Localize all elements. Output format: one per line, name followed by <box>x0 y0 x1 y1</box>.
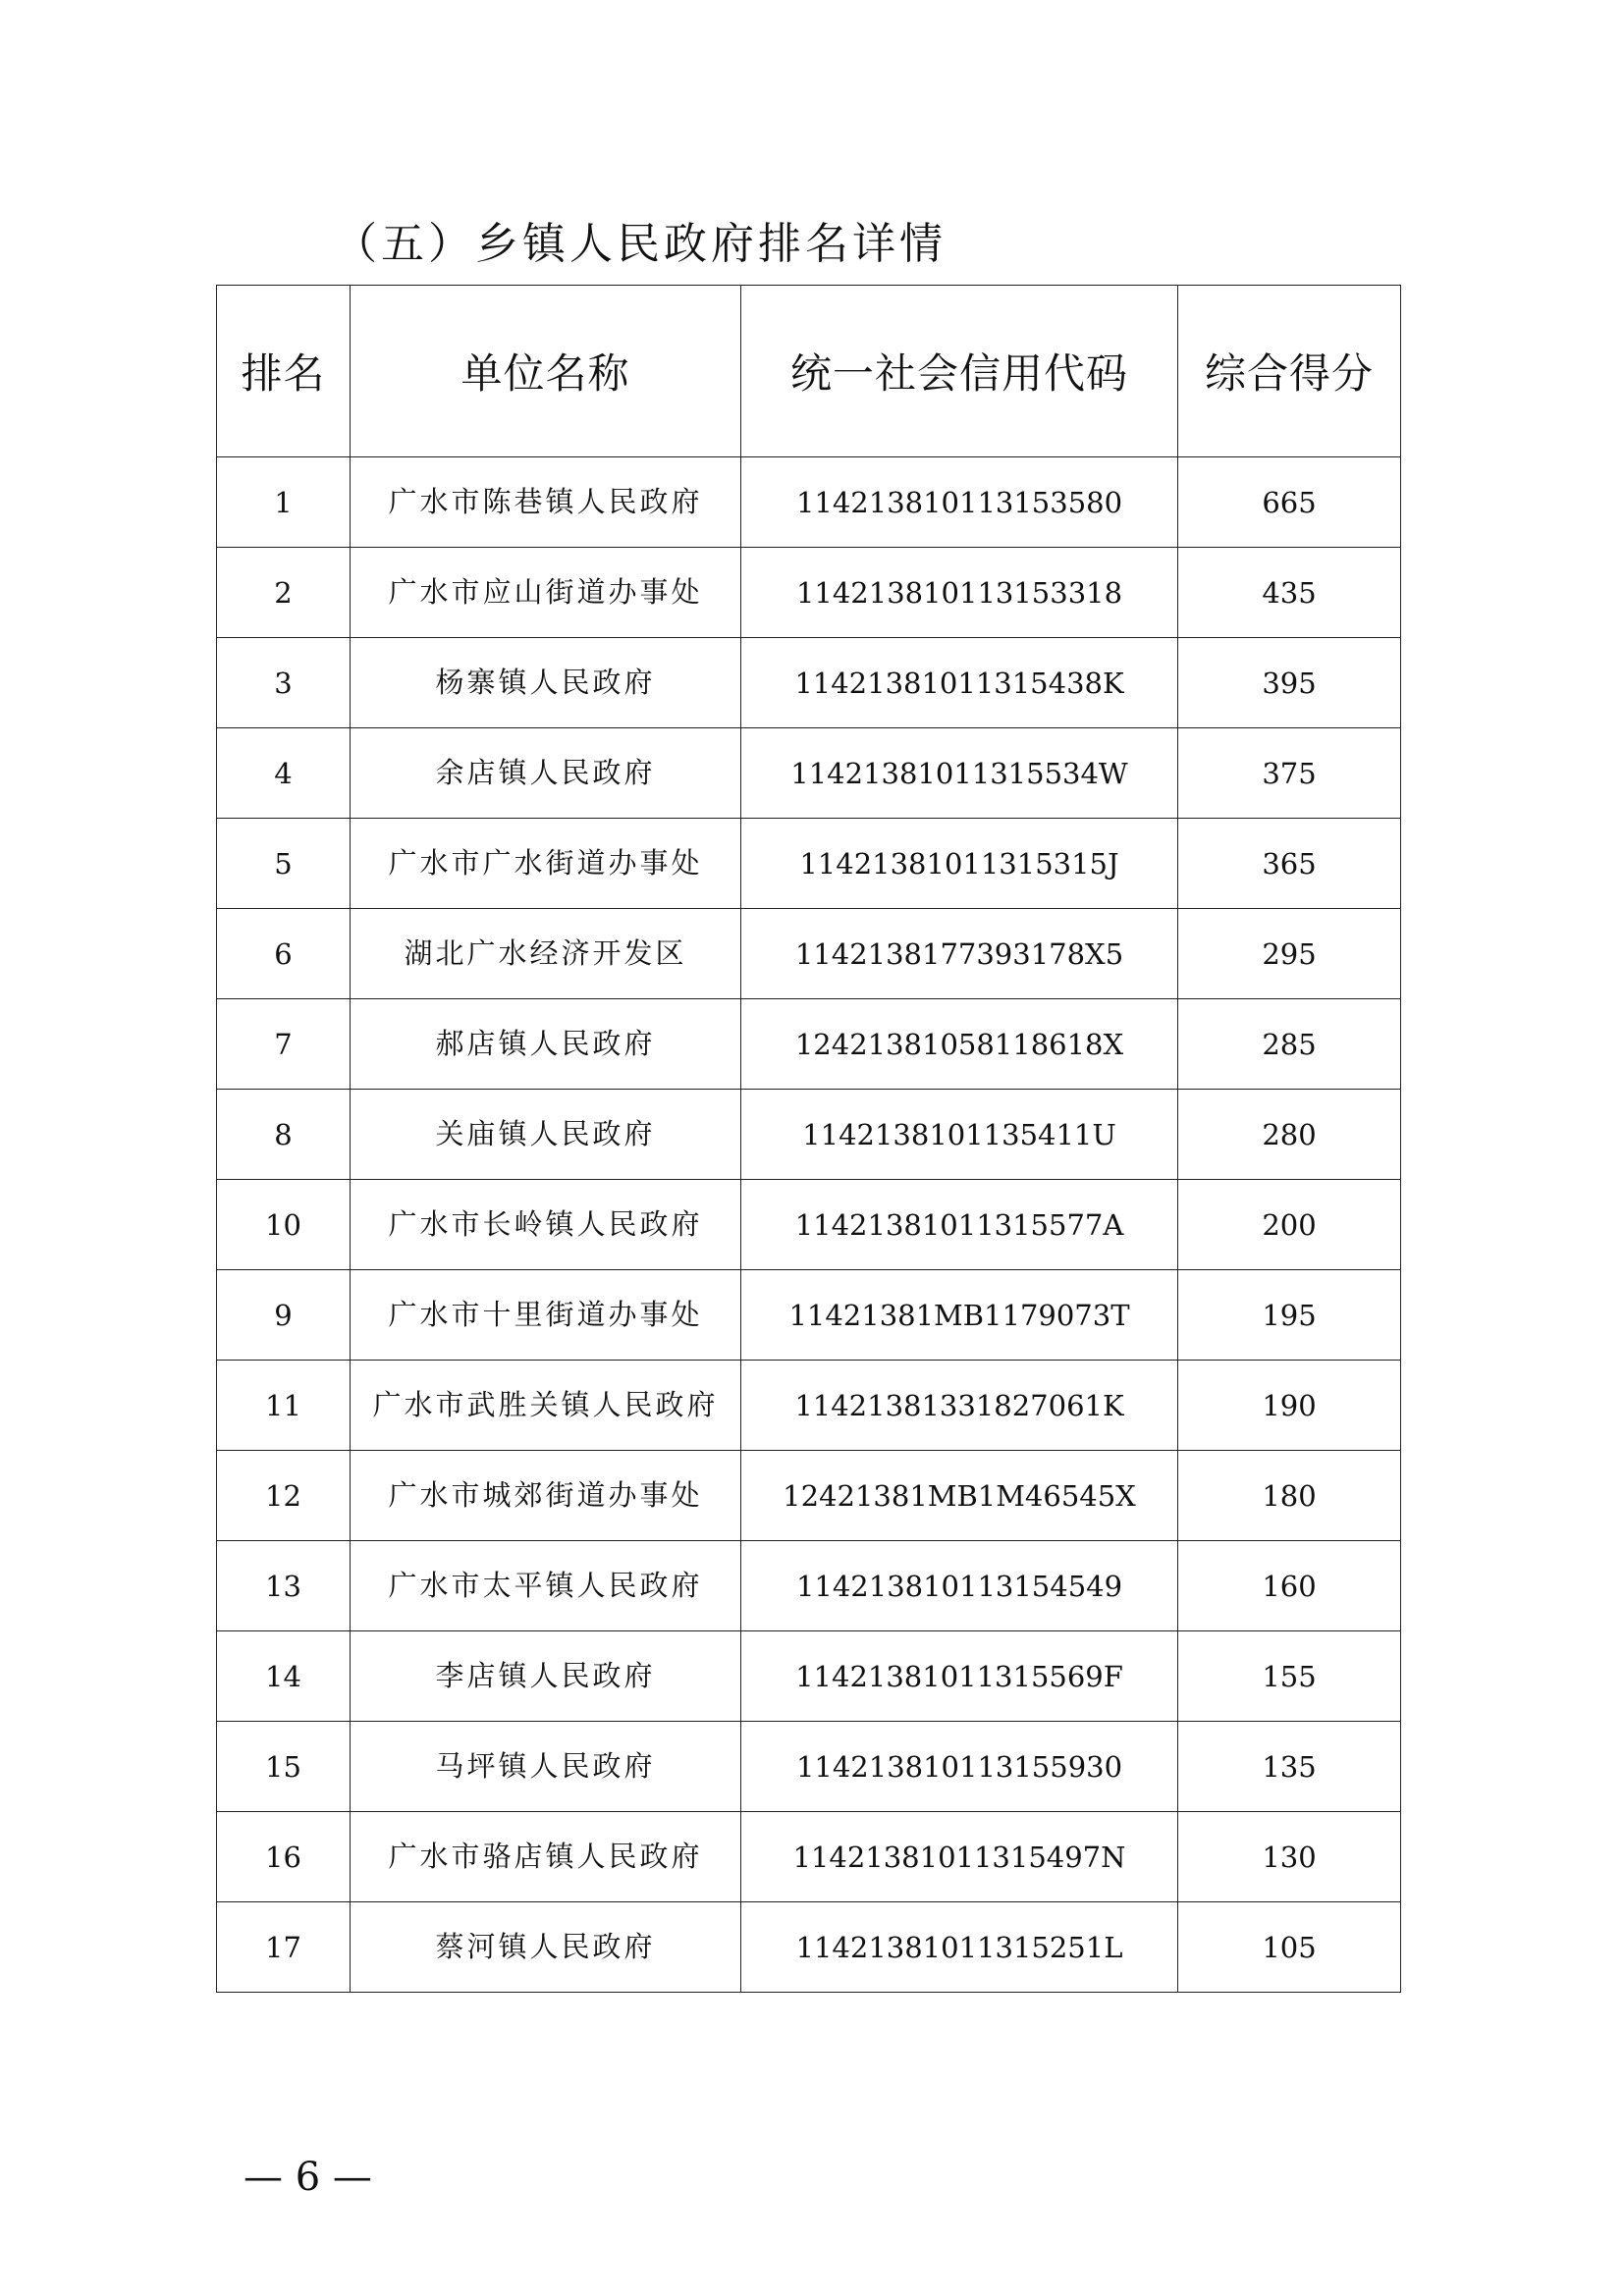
unit-name-cell: 广水市骆店镇人民政府 <box>351 1812 741 1902</box>
rank-cell: 15 <box>217 1722 351 1812</box>
credit-code-cell: 11421381011315315J <box>741 819 1178 909</box>
table-row <box>217 1902 1401 1993</box>
rank-cell: 7 <box>217 999 351 1090</box>
rank-cell: 10 <box>217 1180 351 1270</box>
table-row <box>217 1722 1401 1812</box>
unit-name-cell: 广水市十里街道办事处 <box>351 1270 741 1361</box>
score-cell: 160 <box>1178 1541 1401 1631</box>
score-cell: 375 <box>1178 728 1401 819</box>
section-title: （五）乡镇人民政府排名详情 <box>334 219 947 269</box>
credit-code-cell: 11421381011315534W <box>741 728 1178 819</box>
rank-cell: 12 <box>217 1451 351 1541</box>
score-cell: 180 <box>1178 1451 1401 1541</box>
header-unit-name: 单位名称 <box>351 286 741 457</box>
score-cell: 285 <box>1178 999 1401 1090</box>
unit-name-cell: 湖北广水经济开发区 <box>351 909 741 999</box>
rank-cell: 1 <box>217 457 351 548</box>
rank-cell: 17 <box>217 1902 351 1993</box>
unit-name-cell: 广水市武胜关镇人民政府 <box>351 1361 741 1451</box>
table-row <box>217 1361 1401 1451</box>
credit-code-cell: 11421381011315438K <box>741 638 1178 728</box>
rank-cell: 5 <box>217 819 351 909</box>
table-row <box>217 1631 1401 1722</box>
rank-cell: 9 <box>217 1270 351 1361</box>
rank-cell: 16 <box>217 1812 351 1902</box>
table-row <box>217 548 1401 638</box>
header-score: 综合得分 <box>1178 286 1401 457</box>
credit-code-cell: 1142138101135411U <box>741 1090 1178 1180</box>
unit-name-cell: 广水市广水街道办事处 <box>351 819 741 909</box>
ranking-table <box>216 285 1401 1993</box>
unit-name-cell: 关庙镇人民政府 <box>351 1090 741 1180</box>
unit-name-cell: 马坪镇人民政府 <box>351 1722 741 1812</box>
unit-name-cell: 杨寨镇人民政府 <box>351 638 741 728</box>
credit-code-cell: 114213810113155930 <box>741 1722 1178 1812</box>
unit-name-cell: 郝店镇人民政府 <box>351 999 741 1090</box>
unit-name-cell: 广水市陈巷镇人民政府 <box>351 457 741 548</box>
rank-cell: 2 <box>217 548 351 638</box>
score-cell: 665 <box>1178 457 1401 548</box>
credit-code-cell: 114213810113153580 <box>741 457 1178 548</box>
score-cell: 295 <box>1178 909 1401 999</box>
unit-name-cell: 蔡河镇人民政府 <box>351 1902 741 1993</box>
score-cell: 435 <box>1178 548 1401 638</box>
credit-code-cell: 11421381011315577A <box>741 1180 1178 1270</box>
credit-code-cell: 114213810113154549 <box>741 1541 1178 1631</box>
table-row <box>217 1180 1401 1270</box>
credit-code-cell: 12421381058118618X <box>741 999 1178 1090</box>
score-cell: 195 <box>1178 1270 1401 1361</box>
credit-code-cell: 114213810113153318 <box>741 548 1178 638</box>
rank-cell: 11 <box>217 1361 351 1451</box>
unit-name-cell: 余店镇人民政府 <box>351 728 741 819</box>
score-cell: 135 <box>1178 1722 1401 1812</box>
unit-name-cell: 李店镇人民政府 <box>351 1631 741 1722</box>
credit-code-cell: 11421381011315251L <box>741 1902 1178 1993</box>
table-row <box>217 1812 1401 1902</box>
credit-code-cell: 11421381011315497N <box>741 1812 1178 1902</box>
score-cell: 190 <box>1178 1361 1401 1451</box>
table-row <box>217 819 1401 909</box>
score-cell: 395 <box>1178 638 1401 728</box>
unit-name-cell: 广水市应山街道办事处 <box>351 548 741 638</box>
score-cell: 130 <box>1178 1812 1401 1902</box>
table-row <box>217 909 1401 999</box>
credit-code-cell: 1142138177393178X5 <box>741 909 1178 999</box>
table-row <box>217 1270 1401 1361</box>
header-credit-code: 统一社会信用代码 <box>741 286 1178 457</box>
table-row <box>217 1451 1401 1541</box>
table-row <box>217 1541 1401 1631</box>
score-cell: 155 <box>1178 1631 1401 1722</box>
rank-cell: 6 <box>217 909 351 999</box>
table-row <box>217 728 1401 819</box>
rank-cell: 3 <box>217 638 351 728</box>
unit-name-cell: 广水市太平镇人民政府 <box>351 1541 741 1631</box>
table-row <box>217 457 1401 548</box>
score-cell: 365 <box>1178 819 1401 909</box>
rank-cell: 4 <box>217 728 351 819</box>
credit-code-cell: 12421381MB1M46545X <box>741 1451 1178 1541</box>
score-cell: 280 <box>1178 1090 1401 1180</box>
page-number: — 6 — <box>244 2155 372 2200</box>
rank-cell: 14 <box>217 1631 351 1722</box>
rank-cell: 13 <box>217 1541 351 1631</box>
header-rank: 排名 <box>217 286 351 457</box>
table-row <box>217 1090 1401 1180</box>
rank-cell: 8 <box>217 1090 351 1180</box>
header-row <box>217 286 1401 457</box>
score-cell: 200 <box>1178 1180 1401 1270</box>
credit-code-cell: 11421381331827061K <box>741 1361 1178 1451</box>
table-row <box>217 999 1401 1090</box>
table-body <box>217 457 1401 1993</box>
unit-name-cell: 广水市城郊街道办事处 <box>351 1451 741 1541</box>
score-cell: 105 <box>1178 1902 1401 1993</box>
unit-name-cell: 广水市长岭镇人民政府 <box>351 1180 741 1270</box>
credit-code-cell: 11421381MB1179073T <box>741 1270 1178 1361</box>
credit-code-cell: 11421381011315569F <box>741 1631 1178 1722</box>
table-row <box>217 638 1401 728</box>
